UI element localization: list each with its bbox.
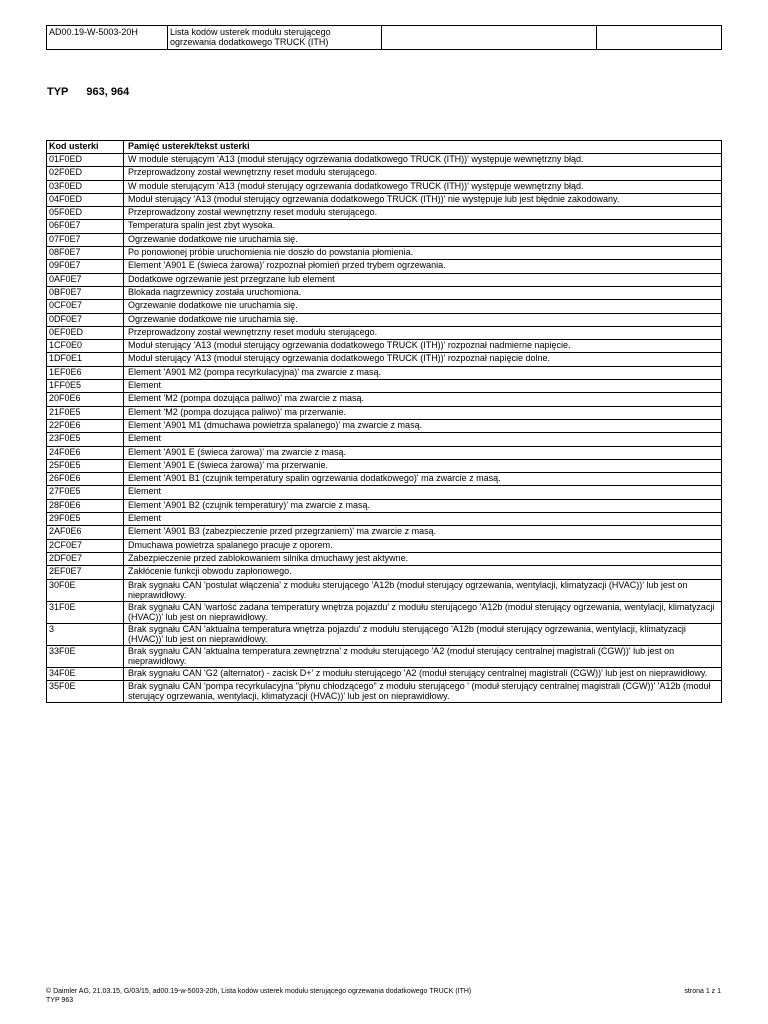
fault-code: 26F0E6 — [47, 473, 124, 486]
fault-code: 29F0E5 — [47, 513, 124, 526]
table-row — [47, 340, 722, 353]
fault-text: Temperatura spalin jest zbyt wysoka. — [124, 220, 722, 233]
fault-text: Element — [124, 433, 722, 446]
fault-code: 0EF0ED — [47, 326, 124, 339]
fault-code: 2CF0E7 — [47, 539, 124, 552]
table-row — [47, 286, 722, 299]
fault-text: Element — [124, 380, 722, 393]
fault-code: 1FF0E5 — [47, 380, 124, 393]
fault-code: 1EF0E6 — [47, 366, 124, 379]
table-row — [47, 247, 722, 260]
fault-text: Zabezpieczenie przed zablokowaniem silnika dmuchawy jest aktywne. — [124, 552, 722, 565]
table-row — [47, 419, 722, 432]
copyright-line: © Daimler AG, 21.03.15, G/03/15, ad00.19-w-5003-20h, Lista kodów usterek modułu sterującego ogrzewania dodatkowego TRUCK (ITH) — [46, 988, 472, 995]
table-row — [47, 193, 722, 206]
fault-code: 0CF0E7 — [47, 300, 124, 313]
table-row — [47, 473, 722, 486]
typ-value: 963, 964 — [86, 86, 130, 98]
fault-code: 0BF0E7 — [47, 286, 124, 299]
table-row — [47, 446, 722, 459]
fault-text: Zakłócenie funkcji obwodu zapłonowego. — [124, 566, 722, 579]
table-row — [47, 220, 722, 233]
fault-text: Moduł sterujący 'A13 (moduł sterujący ogrzewania dodatkowego TRUCK (ITH))' rozpoznał nadmierne napięcie. — [124, 340, 722, 353]
column-header-text: Pamięć usterek/tekst usterki — [124, 141, 722, 154]
fault-code: 06F0E7 — [47, 220, 124, 233]
fault-text: Element — [124, 513, 722, 526]
fault-code: 27F0E5 — [47, 486, 124, 499]
fault-code: 1DF0E1 — [47, 353, 124, 366]
table-row — [47, 680, 722, 702]
table-row — [47, 393, 722, 406]
fault-text: Element 'A901 B2 (czujnik temperatury)' ma zwarcie z masą. — [124, 499, 722, 512]
table-row — [47, 526, 722, 539]
table-row — [47, 459, 722, 472]
table-row — [47, 499, 722, 512]
fault-code: 2EF0E7 — [47, 566, 124, 579]
header-cell-3 — [382, 26, 597, 50]
fault-code: 2DF0E7 — [47, 552, 124, 565]
fault-text: Element 'A901 B1 (czujnik temperatury spalin ogrzewania dodatkowego)' ma zwarcie z masą. — [124, 473, 722, 486]
doc-id: AD00.19-W-5003-20H — [47, 26, 168, 50]
table-row — [47, 233, 722, 246]
fault-code: 09F0E7 — [47, 260, 124, 273]
fault-code: 3 — [47, 623, 124, 645]
table-row — [47, 260, 722, 273]
table-row — [47, 366, 722, 379]
fault-text: Dodatkowe ogrzewanie jest przegrzane lub element — [124, 273, 722, 286]
doc-title: Lista kodów usterek modułu sterującego ogrzewania dodatkowego TRUCK (ITH) — [168, 26, 382, 50]
table-row — [47, 513, 722, 526]
fault-text: Element 'A901 E (świeca żarowa)' ma zwarcie z masą. — [124, 446, 722, 459]
table-row — [47, 353, 722, 366]
table-row — [47, 645, 722, 667]
table-row — [47, 273, 722, 286]
fault-code: 05F0ED — [47, 207, 124, 220]
fault-code: 20F0E6 — [47, 393, 124, 406]
fault-code: 23F0E5 — [47, 433, 124, 446]
table-row — [47, 539, 722, 552]
fault-text: Dmuchawa powietrza spalanego pracuje z oporem. — [124, 539, 722, 552]
header-cell-4 — [597, 26, 722, 50]
typ-label: TYP — [47, 86, 69, 98]
fault-code: 02F0ED — [47, 167, 124, 180]
fault-code: 0AF0E7 — [47, 273, 124, 286]
fault-text: Element 'A901 M2 (pompa recyrkulacyjna)' ma zwarcie z masą. — [124, 366, 722, 379]
table-row — [47, 207, 722, 220]
fault-text: Moduł sterujący 'A13 (moduł sterujący ogrzewania dodatkowego TRUCK (ITH))' nie występuje lub jest błędnie zakodowany. — [124, 193, 722, 206]
table-row — [47, 380, 722, 393]
table-row — [47, 579, 722, 601]
table-row — [47, 167, 722, 180]
column-header-code: Kod usterki — [47, 141, 124, 154]
fault-text: Ogrzewanie dodatkowe nie uruchamia się. — [124, 300, 722, 313]
fault-text: Brak sygnału CAN 'pompa recyrkulacyjna "płynu chłodzącego" z modułu sterującego ' (moduł sterujący centralnej magistrali (CGW))' 'A12b (moduł sterujący ogrzewania, wentylacji, klimatyzacji (HVAC))' lub jest on nieprawidłowy. — [124, 680, 722, 702]
page-number: strona 1 z 1 — [684, 988, 721, 995]
table-row — [47, 566, 722, 579]
document-header — [46, 25, 722, 50]
fault-code: 24F0E6 — [47, 446, 124, 459]
fault-text: Element 'A901 E (świeca żarowa)' ma przerwanie. — [124, 459, 722, 472]
fault-text: Po ponowionej próbie uruchomienia nie doszło do powstania płomienia. — [124, 247, 722, 260]
fault-code: 30F0E — [47, 579, 124, 601]
table-row — [47, 300, 722, 313]
fault-code: 1CF0E0 — [47, 340, 124, 353]
table-row — [47, 326, 722, 339]
fault-text: Przeprowadzony został wewnętrzny reset modułu sterującego. — [124, 207, 722, 220]
fault-code: 01F0ED — [47, 154, 124, 167]
vehicle-type — [47, 86, 147, 98]
fault-code: 35F0E — [47, 680, 124, 702]
fault-text: Brak sygnału CAN 'wartość zadana temperatury wnętrza pojazdu' z modułu sterującego 'A12b (moduł sterujący ogrzewania, wentylacji, klimatyzacji (HVAC))' lub jest on nieprawidłowy. — [124, 601, 722, 623]
table-row — [47, 406, 722, 419]
fault-code: 21F0E5 — [47, 406, 124, 419]
fault-code: 2AF0E6 — [47, 526, 124, 539]
fault-code: 0DF0E7 — [47, 313, 124, 326]
footer-typ: TYP 963 — [46, 997, 74, 1004]
table-row — [47, 486, 722, 499]
fault-text: Ogrzewanie dodatkowe nie uruchamia się. — [124, 233, 722, 246]
fault-text: Przeprowadzony został wewnętrzny reset modułu sterującego. — [124, 167, 722, 180]
fault-code-table — [46, 140, 722, 703]
fault-code: 07F0E7 — [47, 233, 124, 246]
fault-code: 25F0E5 — [47, 459, 124, 472]
fault-text: Ogrzewanie dodatkowe nie uruchamia się. — [124, 313, 722, 326]
fault-text: Przeprowadzony został wewnętrzny reset modułu sterującego. — [124, 326, 722, 339]
page-footer — [46, 987, 721, 1005]
fault-code: 22F0E6 — [47, 419, 124, 432]
fault-text: Element 'A901 B3 (zabezpieczenie przed przegrzaniem)' ma zwarcie z masą. — [124, 526, 722, 539]
fault-code: 03F0ED — [47, 180, 124, 193]
table-row — [47, 154, 722, 167]
fault-text: Brak sygnału CAN 'postulat włączenia' z modułu sterującego 'A12b (moduł sterujący ogrzewania, wentylacji, klimatyzacji (HVAC))' lub jest on nieprawidłowy. — [124, 579, 722, 601]
fault-text: Brak sygnału CAN 'G2 (alternator) - zacisk D+' z modułu sterującego 'A2 (moduł sterujący centralnej magistrali (CGW))' lub jest on nieprawidłowy. — [124, 667, 722, 680]
fault-code: 04F0ED — [47, 193, 124, 206]
table-row — [47, 433, 722, 446]
table-row — [47, 623, 722, 645]
fault-text: Element 'M2 (pompa dozująca paliwo)' ma zwarcie z masą. — [124, 393, 722, 406]
fault-text: Element 'A901 E (świeca żarowa)' rozpoznał płomień przed trybem ogrzewania. — [124, 260, 722, 273]
fault-code: 31F0E — [47, 601, 124, 623]
fault-text: Element 'M2 (pompa dozująca paliwo)' ma przerwanie. — [124, 406, 722, 419]
fault-code: 34F0E — [47, 667, 124, 680]
fault-code: 33F0E — [47, 645, 124, 667]
fault-code: 28F0E6 — [47, 499, 124, 512]
table-row — [47, 313, 722, 326]
fault-text: Element — [124, 486, 722, 499]
fault-text: W module sterującym 'A13 (moduł sterujący ogrzewania dodatkowego TRUCK (ITH))' występuje wewnętrzny błąd. — [124, 154, 722, 167]
table-header-row — [47, 141, 722, 154]
fault-text: Element 'A901 M1 (dmuchawa powietrza spalanego)' ma zwarcie z masą. — [124, 419, 722, 432]
fault-text: Blokada nagrzewnicy została uruchomiona. — [124, 286, 722, 299]
fault-text: Brak sygnału CAN 'aktualna temperatura wnętrza pojazdu' z modułu sterującego 'A12b (moduł sterujący ogrzewania, wentylacji, klimatyzacji (HVAC))' lub jest on nieprawidłowy. — [124, 623, 722, 645]
fault-text: Moduł sterujący 'A13 (moduł sterujący ogrzewania dodatkowego TRUCK (ITH))' rozpoznał napięcie dolne. — [124, 353, 722, 366]
table-row — [47, 601, 722, 623]
table-row — [47, 180, 722, 193]
table-row — [47, 667, 722, 680]
table-row — [47, 552, 722, 565]
fault-text: W module sterującym 'A13 (moduł sterujący ogrzewania dodatkowego TRUCK (ITH))' występuje wewnętrzny błąd. — [124, 180, 722, 193]
fault-code: 08F0E7 — [47, 247, 124, 260]
fault-text: Brak sygnału CAN 'aktualna temperatura zewnętrzna' z modułu sterującego 'A2 (moduł sterujący centralnej magistrali (CGW))' lub jest on nieprawidłowy. — [124, 645, 722, 667]
